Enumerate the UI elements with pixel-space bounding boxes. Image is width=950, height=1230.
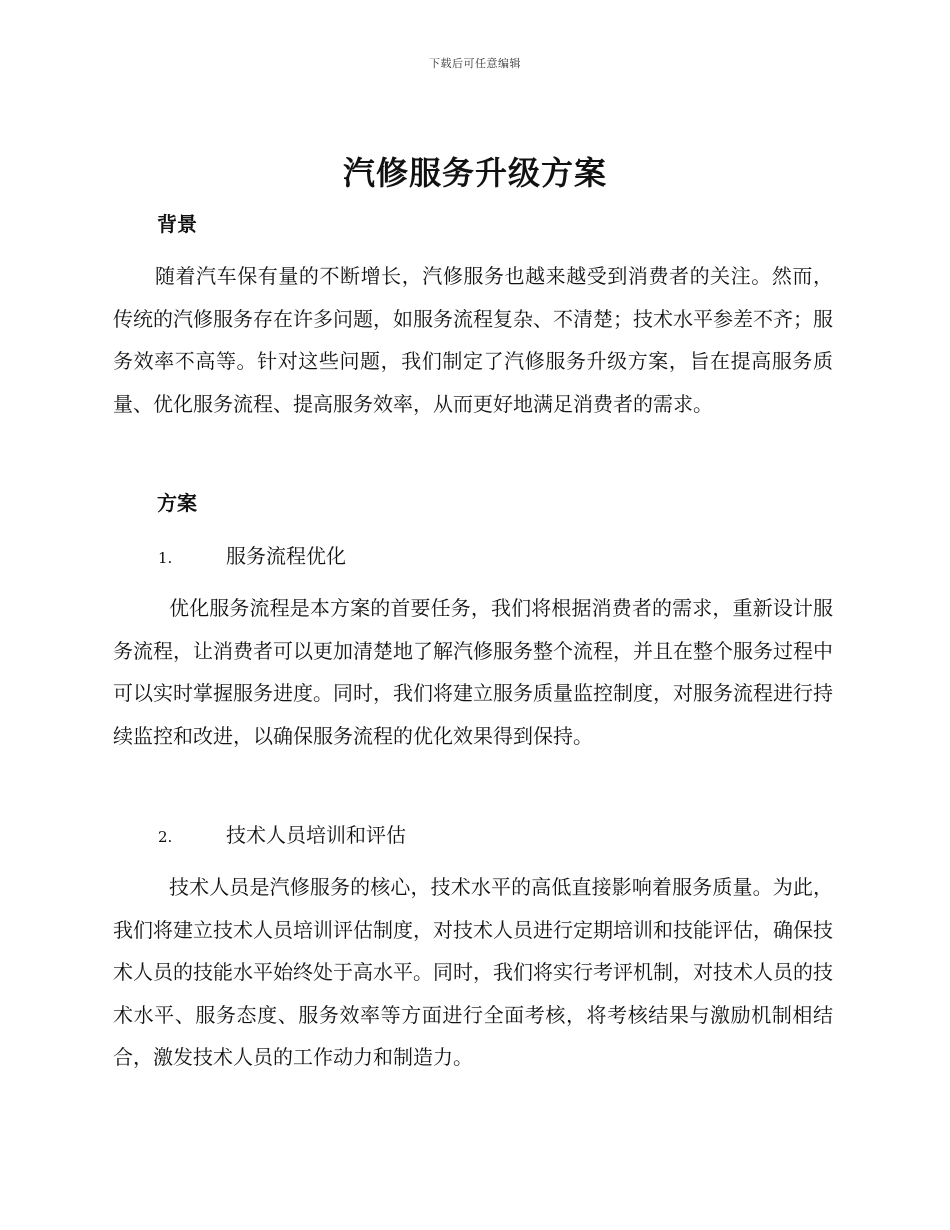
list-item-1: [158, 540, 346, 569]
document-title: 汽修服务升级方案: [342, 154, 607, 192]
list-label: 技术人员培训和评估: [226, 823, 406, 847]
list-number: 2.: [158, 828, 173, 846]
list-number: 1.: [158, 549, 173, 567]
section-heading-plan: 方案: [157, 491, 197, 515]
page-header-note: 下载后可任意编辑: [429, 57, 521, 70]
section-heading-background: 背景: [157, 212, 197, 236]
list-item-2: [158, 819, 406, 848]
background-paragraph: 随着汽车保有量的不断增长，汽修服务也越来越受到消费者的关注。然而，传统的汽修服务存在许多问题，如服务流程复杂、不清楚；技术水平参差不齐；服务效率不高等。针对这些问题，我们制定了汽修服务升级方案，旨在提高服务质量、优化服务流程、提高服务效率，从而更好地满足消费者的需求。: [113, 264, 833, 416]
plan-item-2-paragraph: 技术人员是汽修服务的核心，技术水平的高低直接影响着服务质量。为此，我们将建立技术人员培训评估制度，对技术人员进行定期培训和技能评估，确保技术人员的技能水平始终处于高水平。同时，我们将实行考评机制，对技术人员的技术水平、服务态度、服务效率等方面进行全面考核，将考核结果与激励机制相结合，激发技术人员的工作动力和制造力。: [113, 875, 833, 1069]
plan-item-1-paragraph: 优化服务流程是本方案的首要任务，我们将根据消费者的需求，重新设计服务流程，让消费者可以更加清楚地了解汽修服务整个流程，并且在整个服务过程中可以实时掌握服务进度。同时，我们将建立服务质量监控制度，对服务流程进行持续监控和改进，以确保服务流程的优化效果得到保持。: [113, 596, 833, 748]
list-label: 服务流程优化: [226, 544, 346, 568]
